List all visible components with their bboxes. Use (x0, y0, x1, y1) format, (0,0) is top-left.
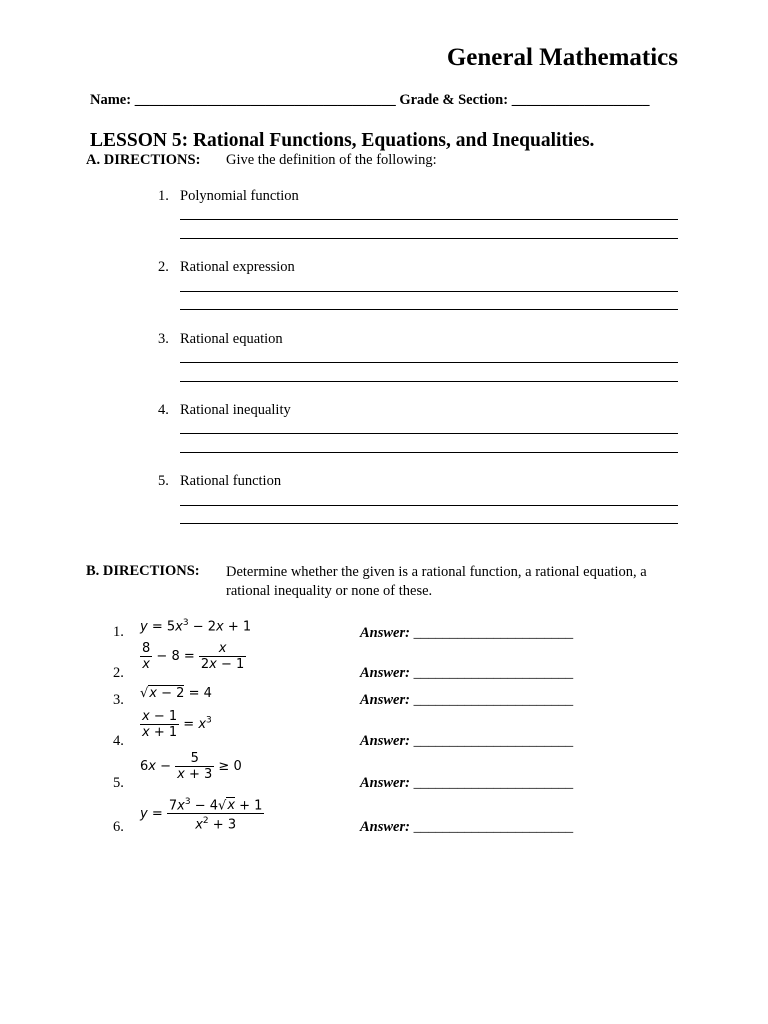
question-number: 2. (113, 665, 124, 681)
definition-item: 1. Polynomial function (158, 188, 299, 204)
math-expression: √x − 2 = 4 (140, 686, 212, 701)
definition-term: Rational equation (180, 331, 283, 347)
section-a-label: A. DIRECTIONS: (86, 152, 201, 168)
math-expression: y = $\frac{7x^3 - 4√x + 1}{x^2 + 3}$ (140, 797, 263, 833)
answer-line[interactable] (180, 505, 678, 506)
section-b-text: Determine whether the given is a rational function, a rational equation, a rational inequality or none of these. (226, 564, 647, 599)
answer-field[interactable]: Answer: ______________________ (360, 692, 574, 708)
answer-line[interactable] (180, 362, 678, 363)
name-field[interactable]: ____________________________________ (134, 92, 396, 108)
definition-item: 2. Rational expression (158, 259, 295, 275)
answer-line[interactable] (180, 238, 678, 239)
definition-item: 5. Rational function (158, 473, 282, 489)
answer-line[interactable] (180, 433, 678, 434)
name-grade-row (90, 92, 649, 109)
answer-line[interactable] (180, 381, 678, 382)
answer-line[interactable] (180, 523, 678, 524)
definition-term: Polynomial function (180, 188, 299, 204)
definition-item: 3. Rational equation (158, 331, 283, 347)
answer-line[interactable] (180, 219, 678, 220)
answer-field[interactable]: Answer: ______________________ (360, 625, 574, 641)
definition-term: Rational expression (180, 259, 295, 275)
math-expression: 6x − $\frac{5}{x + 3}$ ≥ 0 (140, 751, 242, 782)
definition-term: Rational function (180, 473, 282, 489)
grade-section-label: Grade & Section: (399, 92, 509, 108)
question-number: 5. (113, 775, 124, 791)
math-expression: $y = 5x^3 - 2x + 1$ (140, 618, 252, 635)
lesson-title: LESSON 5: Rational Functions, Equations, and Inequalities. (90, 130, 595, 151)
page-title: General Mathematics (446, 44, 678, 71)
section-a-directions (86, 152, 437, 169)
definition-item: 4. Rational inequality (158, 402, 291, 418)
answer-line[interactable] (180, 452, 678, 453)
question-number: 6. (113, 819, 124, 835)
answer-field[interactable]: Answer: ______________________ (360, 665, 574, 681)
question-number: 1. (113, 624, 124, 640)
definition-term: Rational inequality (180, 402, 291, 418)
math-expression: $\frac{8}{x}$ − 8 = $\frac{x}{2x - 1}$ (142, 641, 245, 672)
answer-line[interactable] (180, 291, 678, 292)
section-a-text: Give the definition of the following: (226, 152, 437, 168)
answer-field[interactable]: Answer: ______________________ (360, 775, 574, 791)
answer-field[interactable]: Answer: ______________________ (360, 819, 574, 835)
name-label: Name: (90, 92, 132, 108)
math-expression: $\frac{x - 1}{x + 1}$ = $x^3$ (142, 709, 212, 740)
answer-line[interactable] (180, 309, 678, 310)
section-b-label: B. DIRECTIONS: (86, 563, 200, 579)
grade-section-field[interactable]: ___________________ (511, 92, 650, 108)
question-number: 3. (113, 692, 124, 708)
question-number: 4. (113, 733, 124, 749)
answer-field[interactable]: Answer: ______________________ (360, 733, 574, 749)
